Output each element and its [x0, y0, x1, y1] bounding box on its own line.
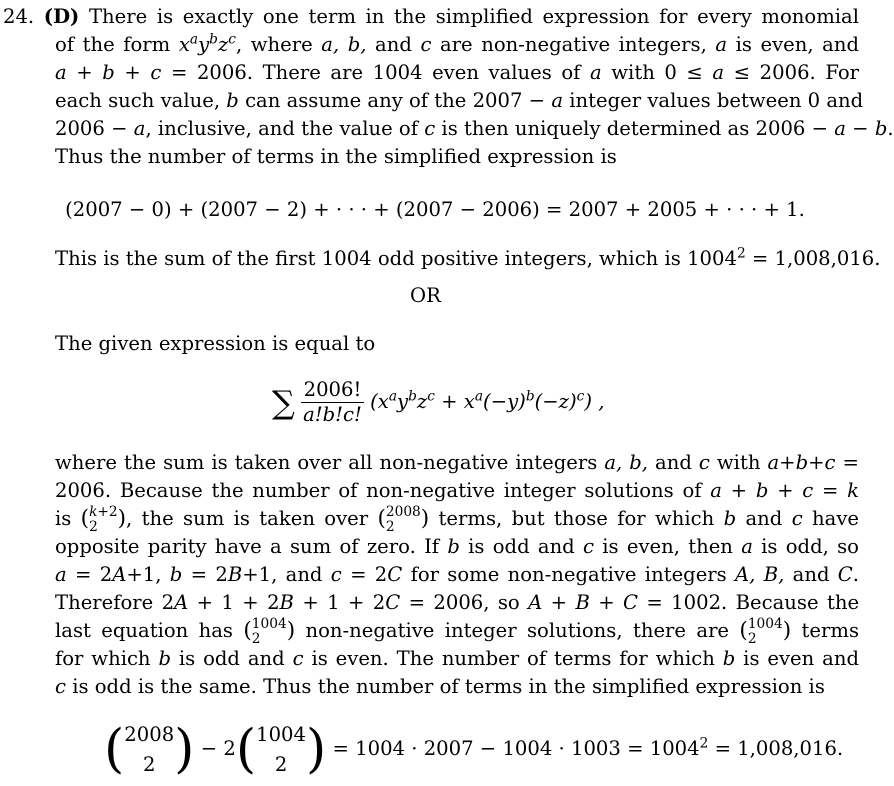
p3-line: The given expression is equal to — [55, 332, 376, 355]
p1-line-2: of the form $x^ay^bz^c$, where a, b, and c are non-negative integers, a is even, and — [55, 31, 860, 56]
fraction-denominator: a!b!c! — [303, 403, 362, 426]
p4-line-7: last equation has ( 1004 2 ) non-negative integer solutions, there are ( 1004 2 ) terms — [55, 616, 860, 647]
answer-choice: (D) — [43, 5, 80, 28]
p4-line-5: a = 2A+1, b = 2B+1, and c = 2C for some non-negative integers A, B, and C. — [55, 563, 860, 586]
p2-line: This is the sum of the first 1004 odd positive integers, which is $1004^2 = 1,008,016$. — [55, 245, 881, 270]
display-equation-3: ( 2008 2 ) − 2( 1004 2 ) = $1004 \cdot 2007 - 1004 \cdot 1003 = 1004^2 = 1,008,016$. — [104, 719, 844, 780]
p1-line-6: Thus the number of terms in the simplified expression is — [55, 145, 617, 168]
p4-line-3: is ( k+2 2 ), the sum is taken over ( 2008 2 ) terms, but those for which b and c have — [55, 504, 859, 535]
display-equation-2 — [272, 372, 604, 432]
p4-line-9: c is odd is the same. Thus the number of terms in the simplified expression is — [55, 675, 825, 698]
p1-line-1: 24. (D) There is exactly one term in the simplified expression for every monomial — [3, 5, 860, 28]
display-equation-1: (2007 − 0) + (2007 − 2) + · · · + (2007 − 2006) = 2007 + 2005 + · · · + 1. — [65, 198, 805, 221]
p1-line-3: a + b + c = 2006. There are 1004 even values of a with 0 ≤ a ≤ 2006. For — [55, 61, 860, 84]
p4-line-6: Therefore 2A + 1 + 2B + 1 + 2C = 2006, so A + B + C = 1002. Because the — [55, 591, 860, 614]
p4-line-1: where the sum is taken over all non-negative integers a, b, and c with a+b+c = — [55, 451, 859, 474]
p4-line-2: 2006. Because the number of non-negative integer solutions of a + b + c = k — [55, 479, 860, 502]
or-separator: OR — [410, 284, 441, 307]
p1-line-4: each such value, b can assume any of the 2007 − a integer values between 0 and — [55, 89, 864, 112]
summand: $(x^ay^bz^c + x^a(-y)^b(-z)^c)$ , — [370, 388, 605, 413]
problem-number: 24. — [3, 5, 35, 28]
p4-line-4: opposite parity have a sum of zero. If b is odd and c is even, then a is odd, so — [55, 535, 859, 558]
multinomial-fraction — [301, 378, 364, 427]
fraction-numerator: 2006! — [301, 378, 364, 403]
sum-symbol: ∑ — [272, 383, 295, 422]
p4-line-8: for which b is odd and c is even. The number of terms for which b is even and — [55, 647, 859, 670]
p1-line-5: 2006 − a, inclusive, and the value of c is then uniquely determined as 2006 − a − b. — [55, 117, 894, 140]
